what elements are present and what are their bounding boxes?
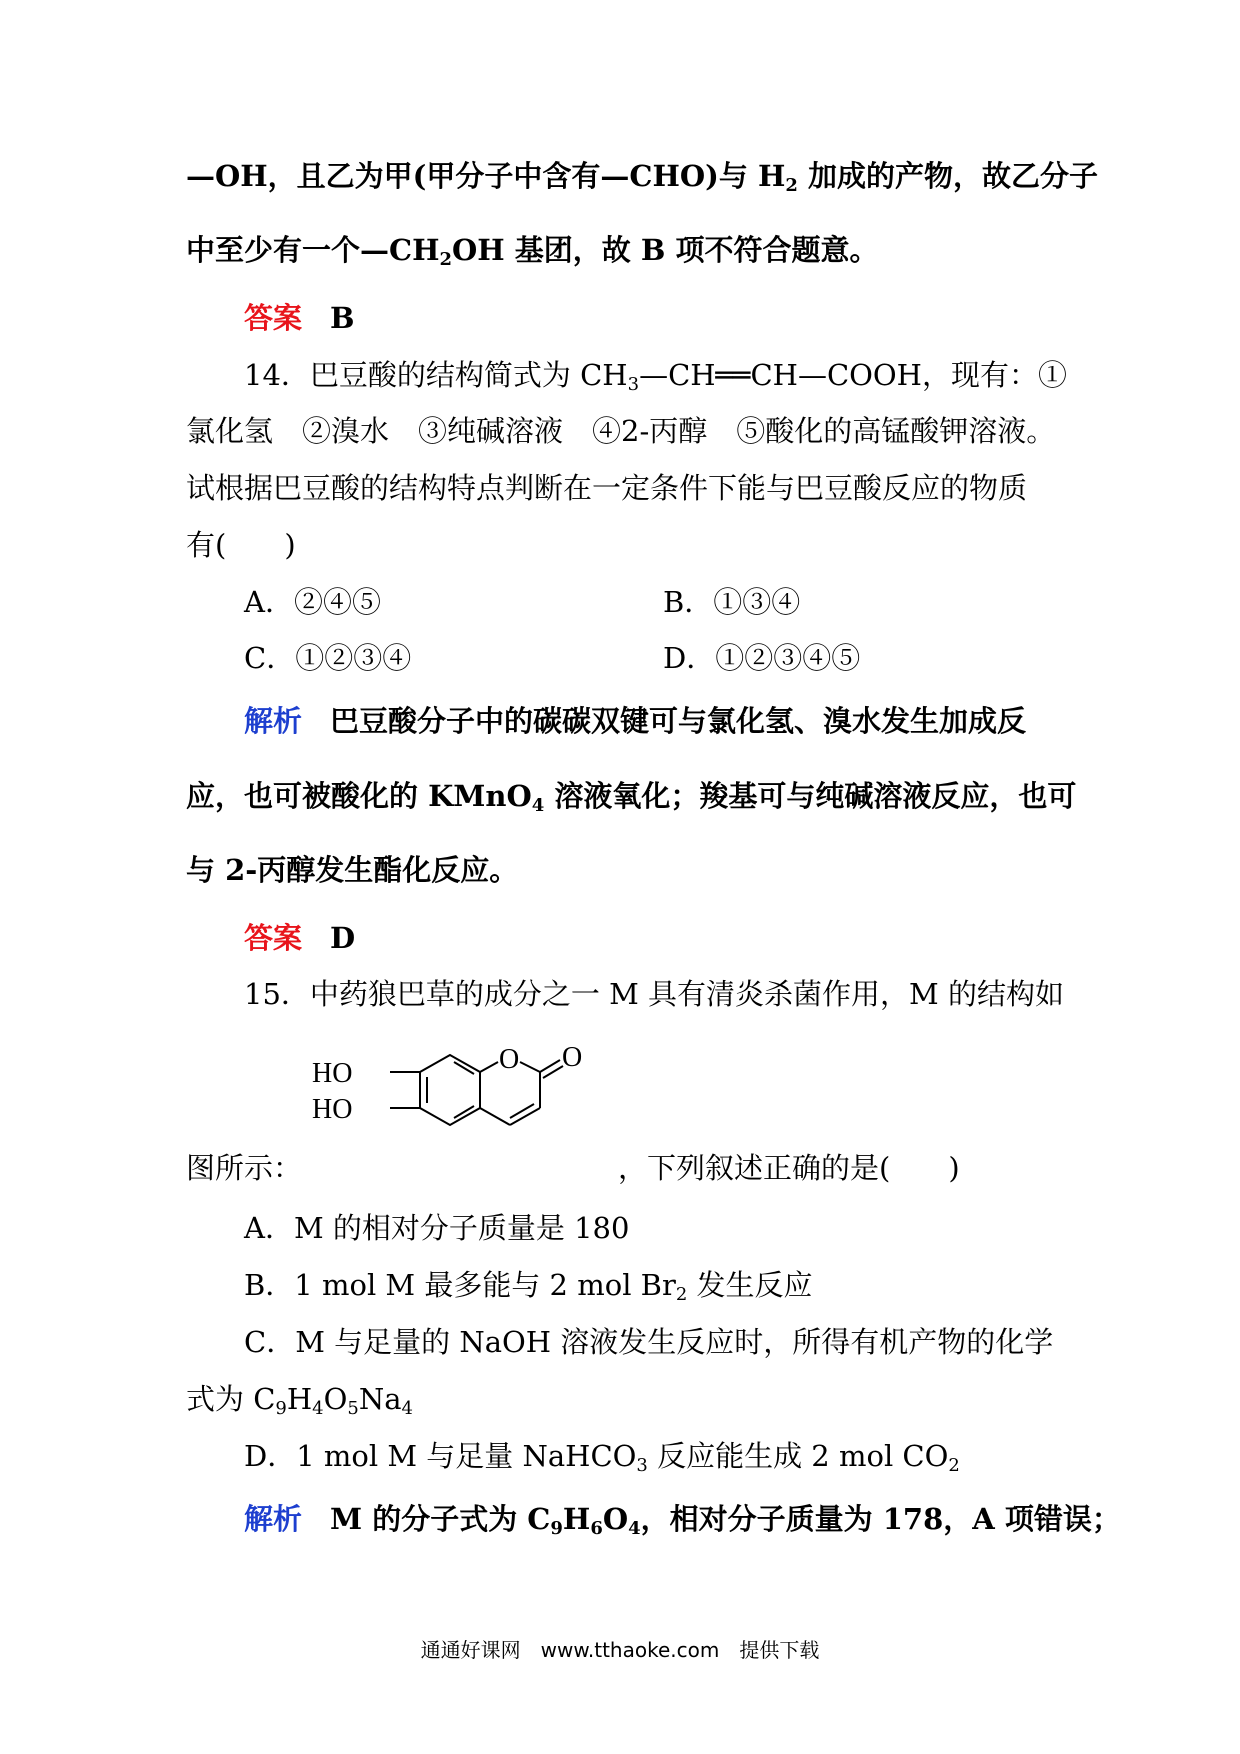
prev-analysis-line2: 中至少有一个$—CH_2OH$ 基团，故 B 项不符合题意。	[186, 233, 879, 270]
carbonyl-oxygen-label: O	[562, 1042, 583, 1073]
q14-stem-line1: 14．巴豆酸的结构简式为 $CH_3—CH══CH—COOH$，现有：①	[244, 358, 1067, 395]
analysis-label: 解析	[244, 704, 303, 738]
q14-stem-line2: 氯化氢 ②溴水 ③纯碱溶液 ④2-丙醇 ⑤酸化的高锰酸钾溶液。	[186, 414, 1056, 448]
q15-option-a: A．M 的相对分子质量是 180	[244, 1211, 630, 1245]
q15-stem-line2b: ，下列叙述正确的是( )	[618, 1151, 960, 1185]
hydroxyl-label-2: HO	[312, 1094, 353, 1125]
q15-stem-line2a: 图所示：	[186, 1151, 303, 1185]
q14-option-a: A．②④⑤	[244, 585, 381, 619]
q15-stem-line1: 15．中药狼巴草的成分之一 M 具有清炎杀菌作用，M 的结构如	[244, 977, 1064, 1011]
q14-option-d: D．①②③④⑤	[663, 641, 861, 675]
hydroxyl-label-1: HO	[312, 1058, 353, 1089]
q14-option-b: B．①③④	[663, 585, 801, 619]
q14-option-c: C．①②③④	[244, 641, 412, 675]
q15-option-d: D．1 mol M 与足量 NaHCO$_3$ 反应能生成 2 mol $CO_2$	[244, 1439, 960, 1476]
prev-analysis-line1: —OH，且乙为甲(甲分子中含有—CHO)与 $H_2$ 加成的产物，故乙分子	[186, 159, 1098, 196]
q14-stem-line4: 有( )	[186, 528, 296, 562]
analysis-label: 解析	[244, 1502, 303, 1536]
q14-stem-line3: 试根据巴豆酸的结构特点判断在一定条件下能与巴豆酸反应的物质	[186, 471, 1028, 505]
q15-option-c-line1: C．M 与足量的 NaOH 溶液发生反应时，所得有机产物的化学	[244, 1325, 1054, 1359]
q15-option-c-line2: 式为 $C_9H_4O_5Na_4$	[186, 1382, 413, 1419]
q14-analysis-line1: 解析 巴豆酸分子中的碳碳双键可与氯化氢、溴水发生加成反	[244, 704, 1027, 738]
prev-answer: 答案 B	[244, 301, 355, 335]
q14-analysis-line2: 应，也可被酸化的 KMnO$_4$ 溶液氧化；羧基可与纯碱溶液反应，也可	[186, 779, 1077, 816]
ring-oxygen-label: O	[499, 1044, 520, 1075]
answer-label: 答案	[244, 921, 303, 955]
q14-answer: 答案 D	[244, 921, 356, 955]
molecule-structure	[310, 1030, 630, 1170]
answer-label: 答案	[244, 301, 303, 335]
q14-analysis-line3: 与 2-丙醇发生酯化反应。	[186, 853, 519, 887]
q15-analysis-line1: 解析 M 的分子式为 $C_9H_6O_4$，相对分子质量为 178，A 项错误；	[244, 1502, 1121, 1539]
q15-option-b: B．1 mol M 最多能与 2 mol $Br_2$ 发生反应	[244, 1268, 813, 1305]
page-footer: 通通好课网 www.tthaoke.com 提供下载	[420, 1638, 820, 1662]
